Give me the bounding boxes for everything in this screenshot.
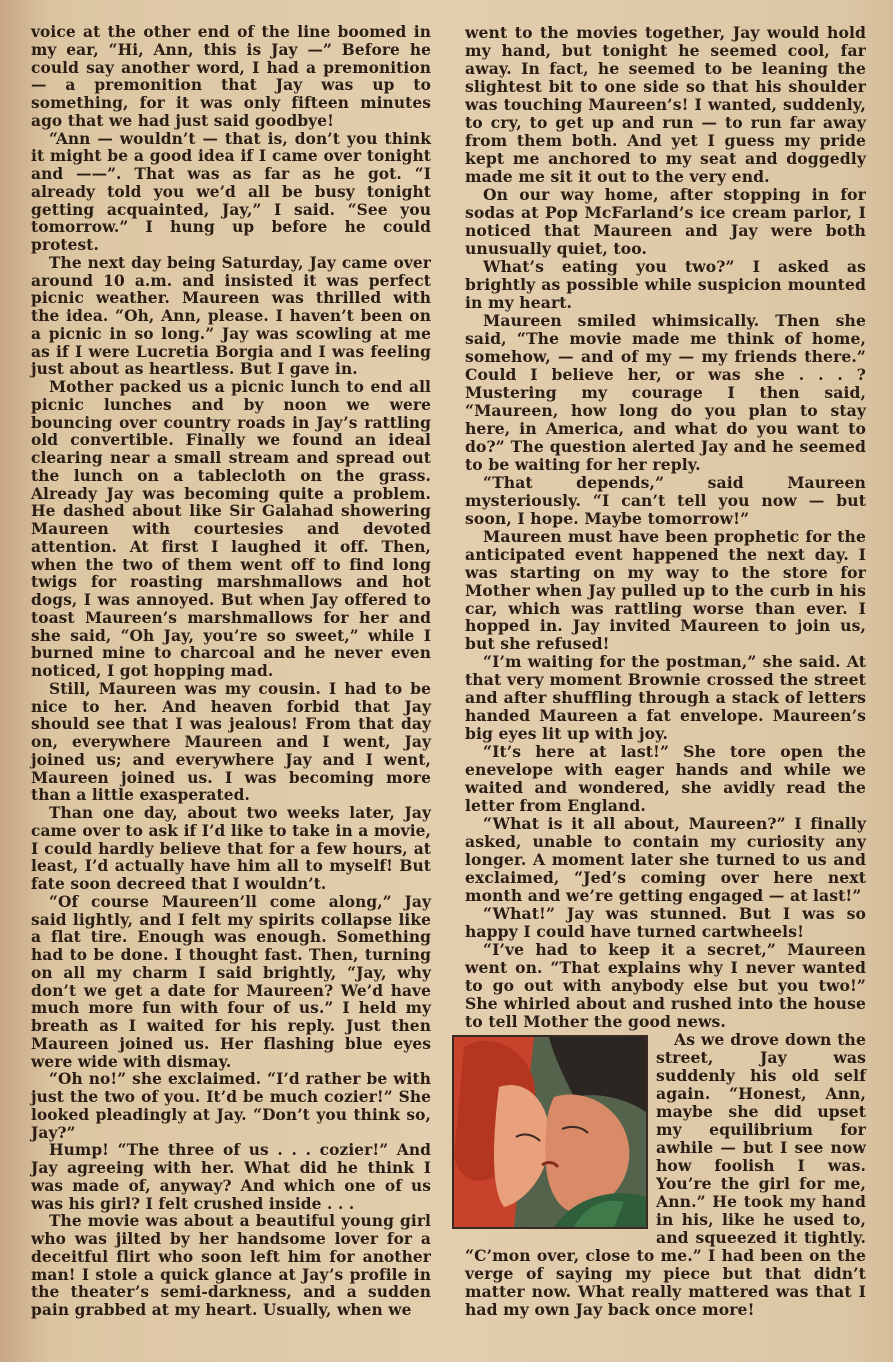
paragraph: “Of course Maureen’ll come along,” Jay said lightly, and I felt my spirits collapse like a flat tire. Enough was enough. Something had to be done. I thought fast. Then, turning on all my charm I said brightly, “Jay, why don’t we get a date for Maureen? We’d have much more fun with four of us.” I held my breath as I waited for his reply. Just then Maureen joined us. Her flashing blue eyes were wide with dismay. [31,892,431,1071]
paragraph: Than one day, about two weeks later, Jay came over to ask if I’d like to take in a movie, I could hardly believe that for a few hours, at least, I’d actually have him all to myself! But fate soon decreed that I wouldn’t. [31,804,431,893]
paragraph: On our way home, after stopping in for sodas at Pop McFarland’s ice cream parlor, I noticed that Maureen and Jay were both unusually quiet, too. [465,184,866,258]
paragraph: What’s eating you two?” I asked as brightly as possible while suspicion mounted in my heart. [465,256,866,312]
paragraph: voice at the other end of the line boomed in my ear, “Hi, Ann, this is Jay —” Before he could say another word, I had a premonition — a premonition that Jay was up to something, for it was only fifteen minutes ago that we had just said goodbye! [31,23,431,130]
paragraph: “What is it all about, Maureen?” I finally asked, unable to contain my curiosity any longer. A moment later she turned to us and exclaimed, “Jed’s coming over here next month and we’re getting engaged — at last!” [465,814,866,906]
paragraph: The movie was about a beautiful young girl who was jilted by her handsome lover for a deceitful flirt who soon left him for another man! I stole a quick glance at Jay’s profile in the theater’s semi-darkness, and a sudden pain grabbed at my heart. Usually, when we [31,1212,431,1319]
couple-drawing [454,1037,646,1227]
paragraph: Hump! “The three of us . . . cozier!” And Jay agreeing with her. What did he think I was made of, anyway? And which one of us was his girl? I felt crushed inside . . . [31,1141,431,1213]
paragraph: “What!” Jay was stunned. But I was so happy I could have turned cartwheels! [465,904,866,942]
paragraph: Maureen must have been prophetic for the anticipated event happened the next day. I was starting on my way to the store for Mother when Jay pulled up to the curb in his car, which was rattling worse than ever. I hopped in. Jay invited Maureen to join us, but she refused! [465,526,866,654]
paragraph: Still, Maureen was my cousin. I had to be nice to her. And heaven forbid that Jay should see that I was jealous! From that day on, everywhere Maureen and I went, Jay joined us; and everywhere Jay and I went, Maureen joined us. I was becoming more than a little exasperated. [31,679,431,805]
paragraph [465,1031,866,1319]
paragraph-text: As we drove down the street, Jay was suddenly his old self again. “Honest, Ann, maybe she did upset my equilibrium for awhile — but I see now how foolish I was. You’re the girl for me, Ann.” He took my hand in his, like he used to, and squeezed it tightly. “C’mon over, close to me.” I had been on the verge of saying my piece but that didn’t matter now. What really mattered was that I had my own Jay back once more! [465,1030,866,1319]
left-text-column [31,24,431,1320]
kissing-couple-illustration [452,1035,648,1229]
paragraph: “I’m waiting for the postman,” she said. At that very moment Brownie crossed the street and after shuffling through a stack of letters handed Maureen a fat envelope. Maureen’s big eyes lit up with joy. [465,652,866,744]
paragraph: went to the movies together, Jay would hold my hand, but tonight he seemed cool, far away. In fact, he seemed to be leaning the slightest bit to one side so that his shoulder was touching Maureen’s! I wanted, suddenly, to cry, to get up and run — to run far away from them both. And yet I guess my pride kept me anchored to my seat and doggedly made me sit it out to the very end. [465,23,866,186]
paragraph: Maureen smiled whimsically. Then she said, “The movie made me think of home, somehow, — and of my — my friends there.” Could I believe her, or was she . . . ? Mustering my courage I then said, “Maureen, how long do you plan to stay here, in America, and what do you want to do?” The question alerted Jay and he seemed to be waiting for her reply. [465,310,866,474]
paragraph: “That depends,” said Maureen mysteriously. “I can’t tell you now — but soon, I hope. Maybe tomorrow!” [465,472,866,528]
paragraph: “Ann — wouldn’t — that is, don’t you think it might be a good idea if I came over tonight and ——”. That was as far as he got. “I already told you we’d all be busy tonight getting acquainted, Jay,” I said. “See you tomorrow.” I hung up before he could protest. [31,129,431,254]
paragraph: “I’ve had to keep it a secret,” Maureen went on. “That explains why I never wanted to go out with anybody else but you two!” She whirled about and rushed into the house to tell Mother the good news. [465,940,866,1032]
paragraph: The next day being Saturday, Jay came over around 10 a.m. and insisted it was perfect picnic weather. Maureen was thrilled with the idea. “Oh, Ann, please. I haven’t been on a picnic in so long.” Jay was scowling at me as if I were Lucretia Borgia and I was feeling just about as heartless. But I gave in. [31,253,431,379]
paragraph: “Oh no!” she exclaimed. “I’d rather be with just the two of you. It’d be much cozier!” She looked pleadingly at Jay. “Don’t you think so, Jay?” [31,1070,431,1142]
paragraph: Mother packed us a picnic lunch to end all picnic lunches and by noon we were bouncing over country roads in Jay’s rattling old convertible. Finally we found an ideal clearing near a small stream and spread out the lunch on a tablecloth on the grass. Already Jay was becoming quite a problem. He dashed about like Sir Galahad showering Maureen with courtesies and devoted attention. At first I laughed it off. Then, when the two of them went off to find long twigs for roasting marshmallows and hot dogs, I was annoyed. But when Jay offered to toast Maureen’s marshmallows for her and she said, “Oh Jay, you’re so sweet,” while I burned mine to charcoal and he never even noticed, I got hopping mad. [31,378,431,680]
right-text-column [465,24,866,1319]
paragraph: “It’s here at last!” She tore open the enevelope with eager hands and while we waited and wondered, she avidly read the letter from England. [465,742,866,816]
